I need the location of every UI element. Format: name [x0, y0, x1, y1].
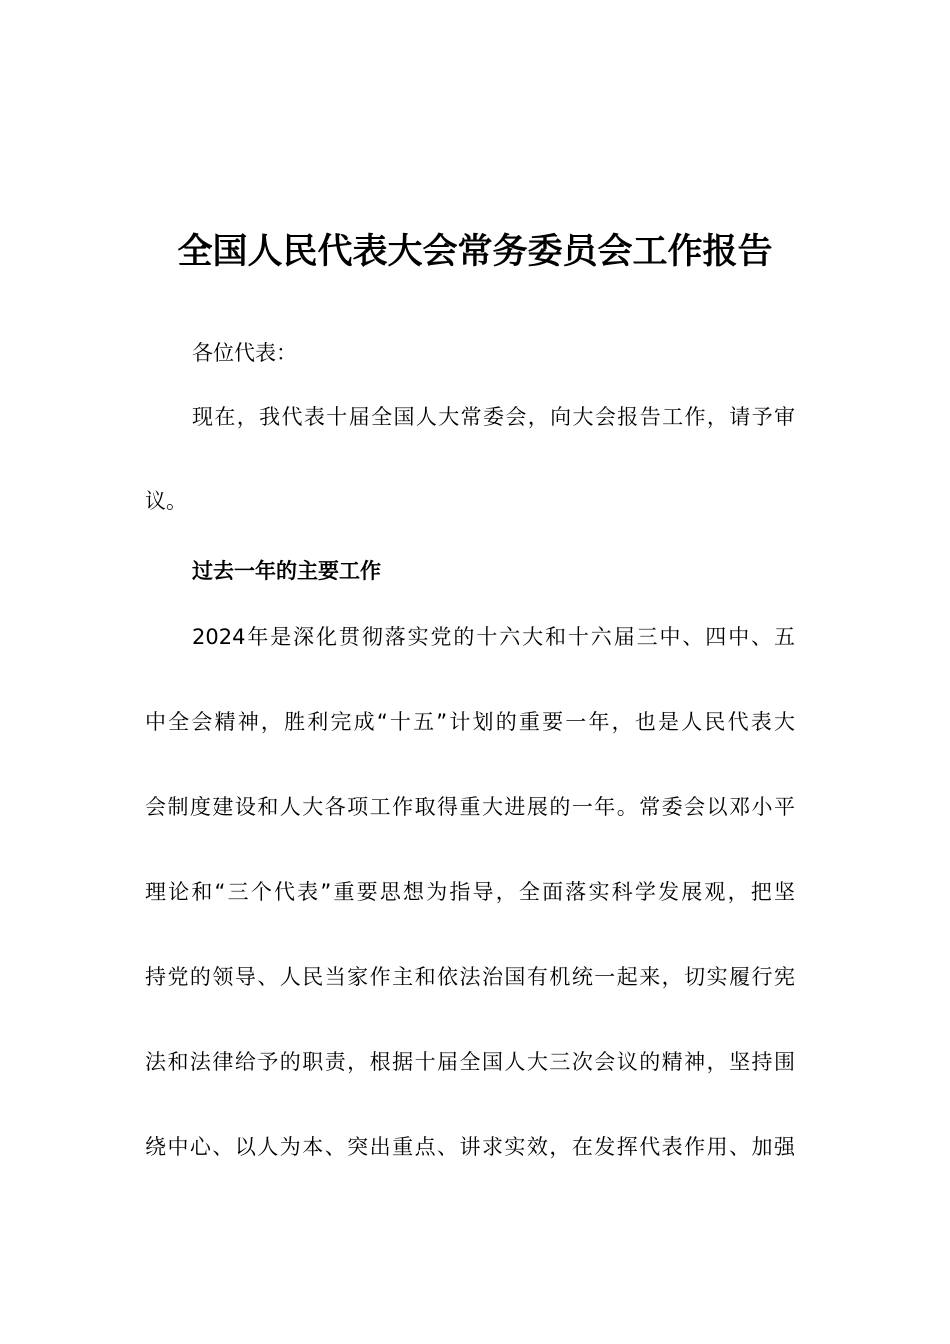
- intro-line-1: 现在，我代表十届全国人大常委会，向大会报告工作，请予审: [192, 405, 795, 429]
- body-line-1: 2024年是深化贯彻落实党的十六大和十六届三中、四中、五: [192, 625, 795, 649]
- intro-line-2: 议。: [145, 489, 187, 513]
- salutation: 各位代表：: [192, 341, 297, 365]
- body-line-4: 理论和“三个代表”重要思想为指导，全面落实科学发展观，把坚: [145, 880, 795, 904]
- body-line-3: 会制度建设和人大各项工作取得重大进展的一年。常委会以邓小平: [145, 795, 795, 819]
- body-line-5: 持党的领导、人民当家作主和依法治国有机统一起来，切实履行宪: [145, 965, 795, 989]
- section-heading: 过去一年的主要工作: [192, 559, 381, 583]
- document-title: 全国人民代表大会常务委员会工作报告: [177, 231, 773, 272]
- body-line-2: 中全会精神，胜利完成“十五”计划的重要一年，也是人民代表大: [145, 710, 795, 734]
- body-line-7: 绕中心、以人为本、突出重点、讲求实效，在发挥代表作用、加强: [145, 1135, 795, 1159]
- body-line-6: 法和法律给予的职责，根据十届全国人大三次会议的精神，坚持围: [145, 1050, 795, 1074]
